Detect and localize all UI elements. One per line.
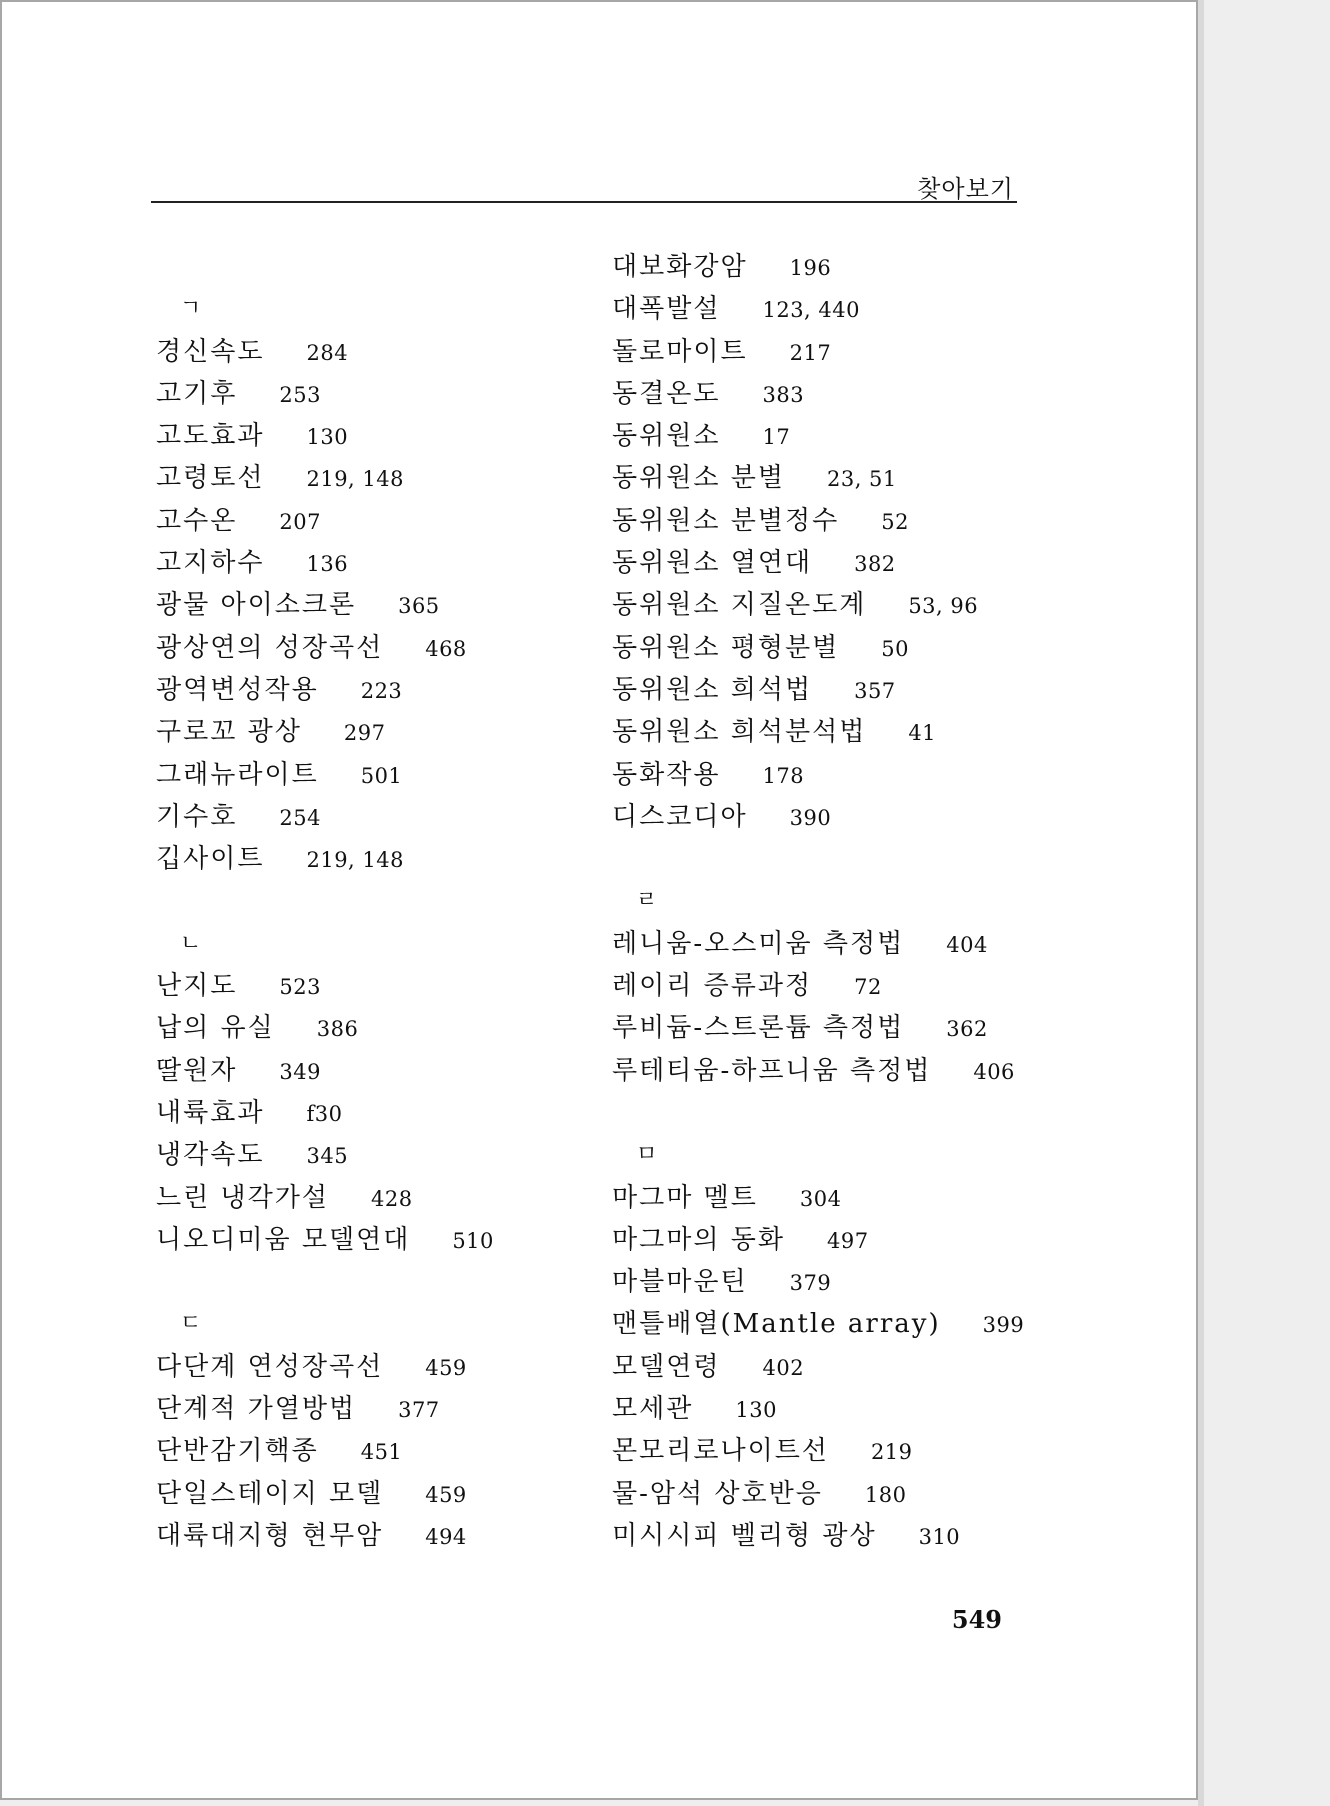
index-term: 동위원소 평형분별	[612, 632, 840, 663]
index-entry	[156, 1430, 494, 1472]
index-page-ref: 459	[425, 1355, 467, 1380]
index-term: 루비듐-스트론튬 측정법	[612, 1013, 905, 1044]
index-page-ref: 217	[789, 340, 832, 365]
section-gap	[612, 1092, 1024, 1134]
index-term: 루테티움-하프니움 측정법	[612, 1055, 932, 1086]
page-header-title: 찾아보기	[917, 175, 1014, 203]
index-term: 납의 유실	[156, 1013, 275, 1044]
index-term: 모세관	[612, 1394, 694, 1425]
index-term: 레이리 증류과정	[612, 971, 813, 1002]
index-term: 광역변성작용	[156, 674, 319, 705]
index-term: 내륙효과	[156, 1097, 265, 1128]
index-entry	[156, 796, 494, 838]
index-entry	[156, 1177, 494, 1219]
index-page-ref: 494	[425, 1524, 467, 1549]
index-page-ref: 207	[279, 509, 321, 534]
index-term: 대보화강암	[612, 252, 748, 282]
index-term: 동위원소 분별정수	[612, 505, 840, 536]
index-term: 모델연령	[612, 1351, 721, 1382]
index-entry	[156, 1092, 494, 1134]
index-page-ref: 362	[946, 1017, 988, 1042]
index-page-ref: 386	[316, 1017, 359, 1042]
index-page-ref: 123, 440	[762, 298, 860, 323]
index-term: 마그마의 동화	[612, 1224, 785, 1255]
index-entry	[156, 1473, 494, 1515]
index-term: 단계적 가열방법	[156, 1394, 357, 1425]
index-page-ref: 180	[864, 1482, 907, 1507]
index-entry	[612, 965, 1024, 1007]
index-term: 광상연의 성장곡선	[156, 632, 384, 663]
index-entry	[156, 457, 494, 499]
index-term: 딸원자	[156, 1055, 238, 1086]
index-term: 동위원소	[612, 421, 721, 452]
index-page-ref: 284	[306, 340, 349, 365]
index-page-ref: 196	[789, 256, 832, 280]
index-entry	[156, 627, 494, 669]
index-term: 기수호	[156, 801, 238, 832]
index-entry	[156, 711, 494, 753]
index-term: 맨틀배열(Mantle array)	[612, 1309, 941, 1340]
index-column-left	[156, 246, 494, 1557]
index-term: 고기후	[156, 378, 238, 409]
index-term: 그래뉴라이트	[156, 759, 319, 790]
index-term: 다단계 연성장곡선	[156, 1351, 384, 1382]
index-section-heading: ㄷ	[180, 1311, 202, 1337]
index-term: 물-암석 상호반응	[612, 1478, 823, 1509]
index-entry	[612, 1430, 1024, 1472]
index-page-ref: 72	[854, 975, 882, 1000]
index-page-ref: f30	[306, 1101, 343, 1126]
index-entry	[612, 1177, 1024, 1219]
index-term: 동화작용	[612, 759, 721, 790]
section-gap	[156, 1261, 494, 1303]
index-page-ref: 219	[870, 1440, 913, 1465]
index-page-ref: 41	[908, 721, 937, 746]
index-page-ref: 23, 51	[826, 467, 897, 492]
index-entry	[156, 754, 494, 796]
index-page-ref: 50	[881, 636, 909, 661]
index-term: 고수온	[156, 505, 238, 536]
index-page-ref: 178	[762, 763, 805, 788]
index-page-ref: 357	[854, 678, 896, 703]
index-page-ref: 383	[762, 382, 805, 407]
index-entry	[156, 373, 494, 415]
page-number: 549	[951, 1605, 1002, 1634]
index-entry	[612, 923, 1024, 965]
index-page-ref: 310	[918, 1524, 961, 1549]
index-term: 마블마운틴	[612, 1267, 748, 1298]
index-page-ref: 379	[789, 1271, 832, 1296]
index-entry	[612, 288, 1024, 330]
index-section-heading: ㄴ	[180, 930, 202, 956]
index-page-ref: 345	[306, 1144, 349, 1169]
index-term: 대폭발설	[612, 294, 721, 325]
section-gap	[156, 246, 494, 288]
index-entry	[156, 500, 494, 542]
index-entry	[612, 1050, 1024, 1092]
index-term: 느린 냉각가설	[156, 1182, 329, 1213]
index-term: 동위원소 분별	[612, 463, 785, 494]
index-page-ref: 136	[306, 552, 349, 577]
index-term: 니오디미움 모델연대	[156, 1224, 411, 1255]
index-page-ref: 219, 148	[306, 848, 404, 873]
index-term: 마그마 멜트	[612, 1182, 758, 1213]
index-term: 몬모리로나이트선	[612, 1436, 829, 1467]
index-term: 디스코디아	[612, 801, 748, 832]
index-entry	[612, 246, 1024, 288]
index-entry	[612, 542, 1024, 584]
index-term: 고지하수	[156, 548, 265, 579]
index-term: 구로꼬 광상	[156, 717, 302, 748]
index-term: 동위원소 희석법	[612, 674, 813, 705]
index-entry	[156, 542, 494, 584]
index-entry	[612, 373, 1024, 415]
index-entry	[156, 1515, 494, 1557]
index-page-ref: 497	[826, 1228, 869, 1253]
index-entry	[612, 669, 1024, 711]
index-entry	[156, 838, 494, 880]
index-page-ref: 501	[360, 763, 403, 788]
index-entry	[612, 1007, 1024, 1049]
index-page-ref: 523	[279, 975, 321, 1000]
index-page-ref: 52	[881, 509, 909, 534]
index-entry	[612, 627, 1024, 669]
index-page-ref: 17	[762, 425, 791, 450]
index-entry	[612, 584, 1024, 626]
index-page-ref: 468	[425, 636, 467, 661]
index-page-ref: 399	[982, 1313, 1025, 1338]
index-term: 고령토선	[156, 463, 265, 494]
index-term: 대륙대지형 현무암	[156, 1520, 384, 1551]
index-entry	[156, 1134, 494, 1176]
index-entry	[156, 965, 494, 1007]
index-page-ref: 130	[306, 425, 349, 450]
index-term: 경신속도	[156, 336, 265, 367]
index-page-ref: 130	[735, 1398, 777, 1423]
header-rule	[151, 201, 1017, 203]
index-entry	[612, 457, 1024, 499]
index-page-ref: 382	[854, 552, 896, 577]
index-term: 깁사이트	[156, 844, 265, 875]
index-term: 냉각속도	[156, 1140, 265, 1171]
index-page-ref: 377	[398, 1398, 440, 1423]
index-entry	[156, 1050, 494, 1092]
index-page-ref: 390	[789, 805, 832, 830]
index-section-heading: ㅁ	[636, 1142, 658, 1168]
index-entry	[612, 415, 1024, 457]
index-page-ref: 451	[360, 1440, 403, 1465]
index-page-ref: 219, 148	[306, 467, 404, 492]
index-entry	[612, 1303, 1024, 1345]
index-page-ref: 406	[973, 1059, 1015, 1084]
index-section-heading: ㄱ	[180, 296, 202, 322]
index-entry	[612, 1219, 1024, 1261]
index-section-heading: ㄹ	[636, 888, 658, 914]
index-term: 동위원소 열연대	[612, 548, 813, 579]
index-page-ref: 365	[398, 594, 440, 619]
index-entry	[156, 415, 494, 457]
index-term: 광물 아이소크론	[156, 590, 357, 621]
index-page-ref: 304	[799, 1186, 842, 1211]
index-page-ref: 428	[370, 1186, 413, 1211]
index-page-ref: 459	[425, 1482, 467, 1507]
index-term: 동위원소 지질온도계	[612, 590, 867, 621]
index-entry	[156, 1007, 494, 1049]
index-page-ref: 402	[762, 1355, 805, 1380]
index-term: 고도효과	[156, 421, 265, 452]
index-entry	[156, 584, 494, 626]
index-entry	[156, 669, 494, 711]
index-page-ref: 223	[360, 678, 403, 703]
index-entry	[612, 796, 1024, 838]
index-entry	[612, 1388, 1024, 1430]
index-term: 단반감기핵종	[156, 1436, 319, 1467]
index-term: 미시시피 벨리형 광상	[612, 1520, 877, 1551]
index-term: 돌로마이트	[612, 336, 748, 367]
index-entry	[156, 1388, 494, 1430]
index-entry	[156, 331, 494, 373]
index-term: 단일스테이지 모델	[156, 1478, 384, 1509]
section-gap	[156, 880, 494, 922]
index-entry	[156, 1219, 494, 1261]
index-entry	[612, 1346, 1024, 1388]
index-page-ref: 510	[452, 1228, 494, 1253]
index-page-ref: 297	[343, 721, 386, 746]
index-page-ref: 53, 96	[908, 594, 979, 619]
index-term: 레니움-오스미움 측정법	[612, 928, 905, 959]
index-entry	[612, 500, 1024, 542]
section-gap	[612, 838, 1024, 880]
index-page-ref: 349	[279, 1059, 321, 1084]
index-entry	[156, 1346, 494, 1388]
index-column-right	[612, 246, 1024, 1557]
index-entry	[612, 1473, 1024, 1515]
index-term: 동위원소 희석분석법	[612, 717, 867, 748]
index-page-ref: 404	[946, 932, 988, 957]
page-edge-shadow	[1198, 0, 1204, 1806]
index-term: 난지도	[156, 971, 238, 1002]
index-page-ref: 254	[279, 805, 321, 830]
index-entry	[612, 331, 1024, 373]
index-entry	[612, 1515, 1024, 1557]
index-entry	[612, 754, 1024, 796]
index-entry	[612, 711, 1024, 753]
index-page-ref: 253	[279, 382, 321, 407]
index-term: 동결온도	[612, 378, 721, 409]
index-entry	[612, 1261, 1024, 1303]
